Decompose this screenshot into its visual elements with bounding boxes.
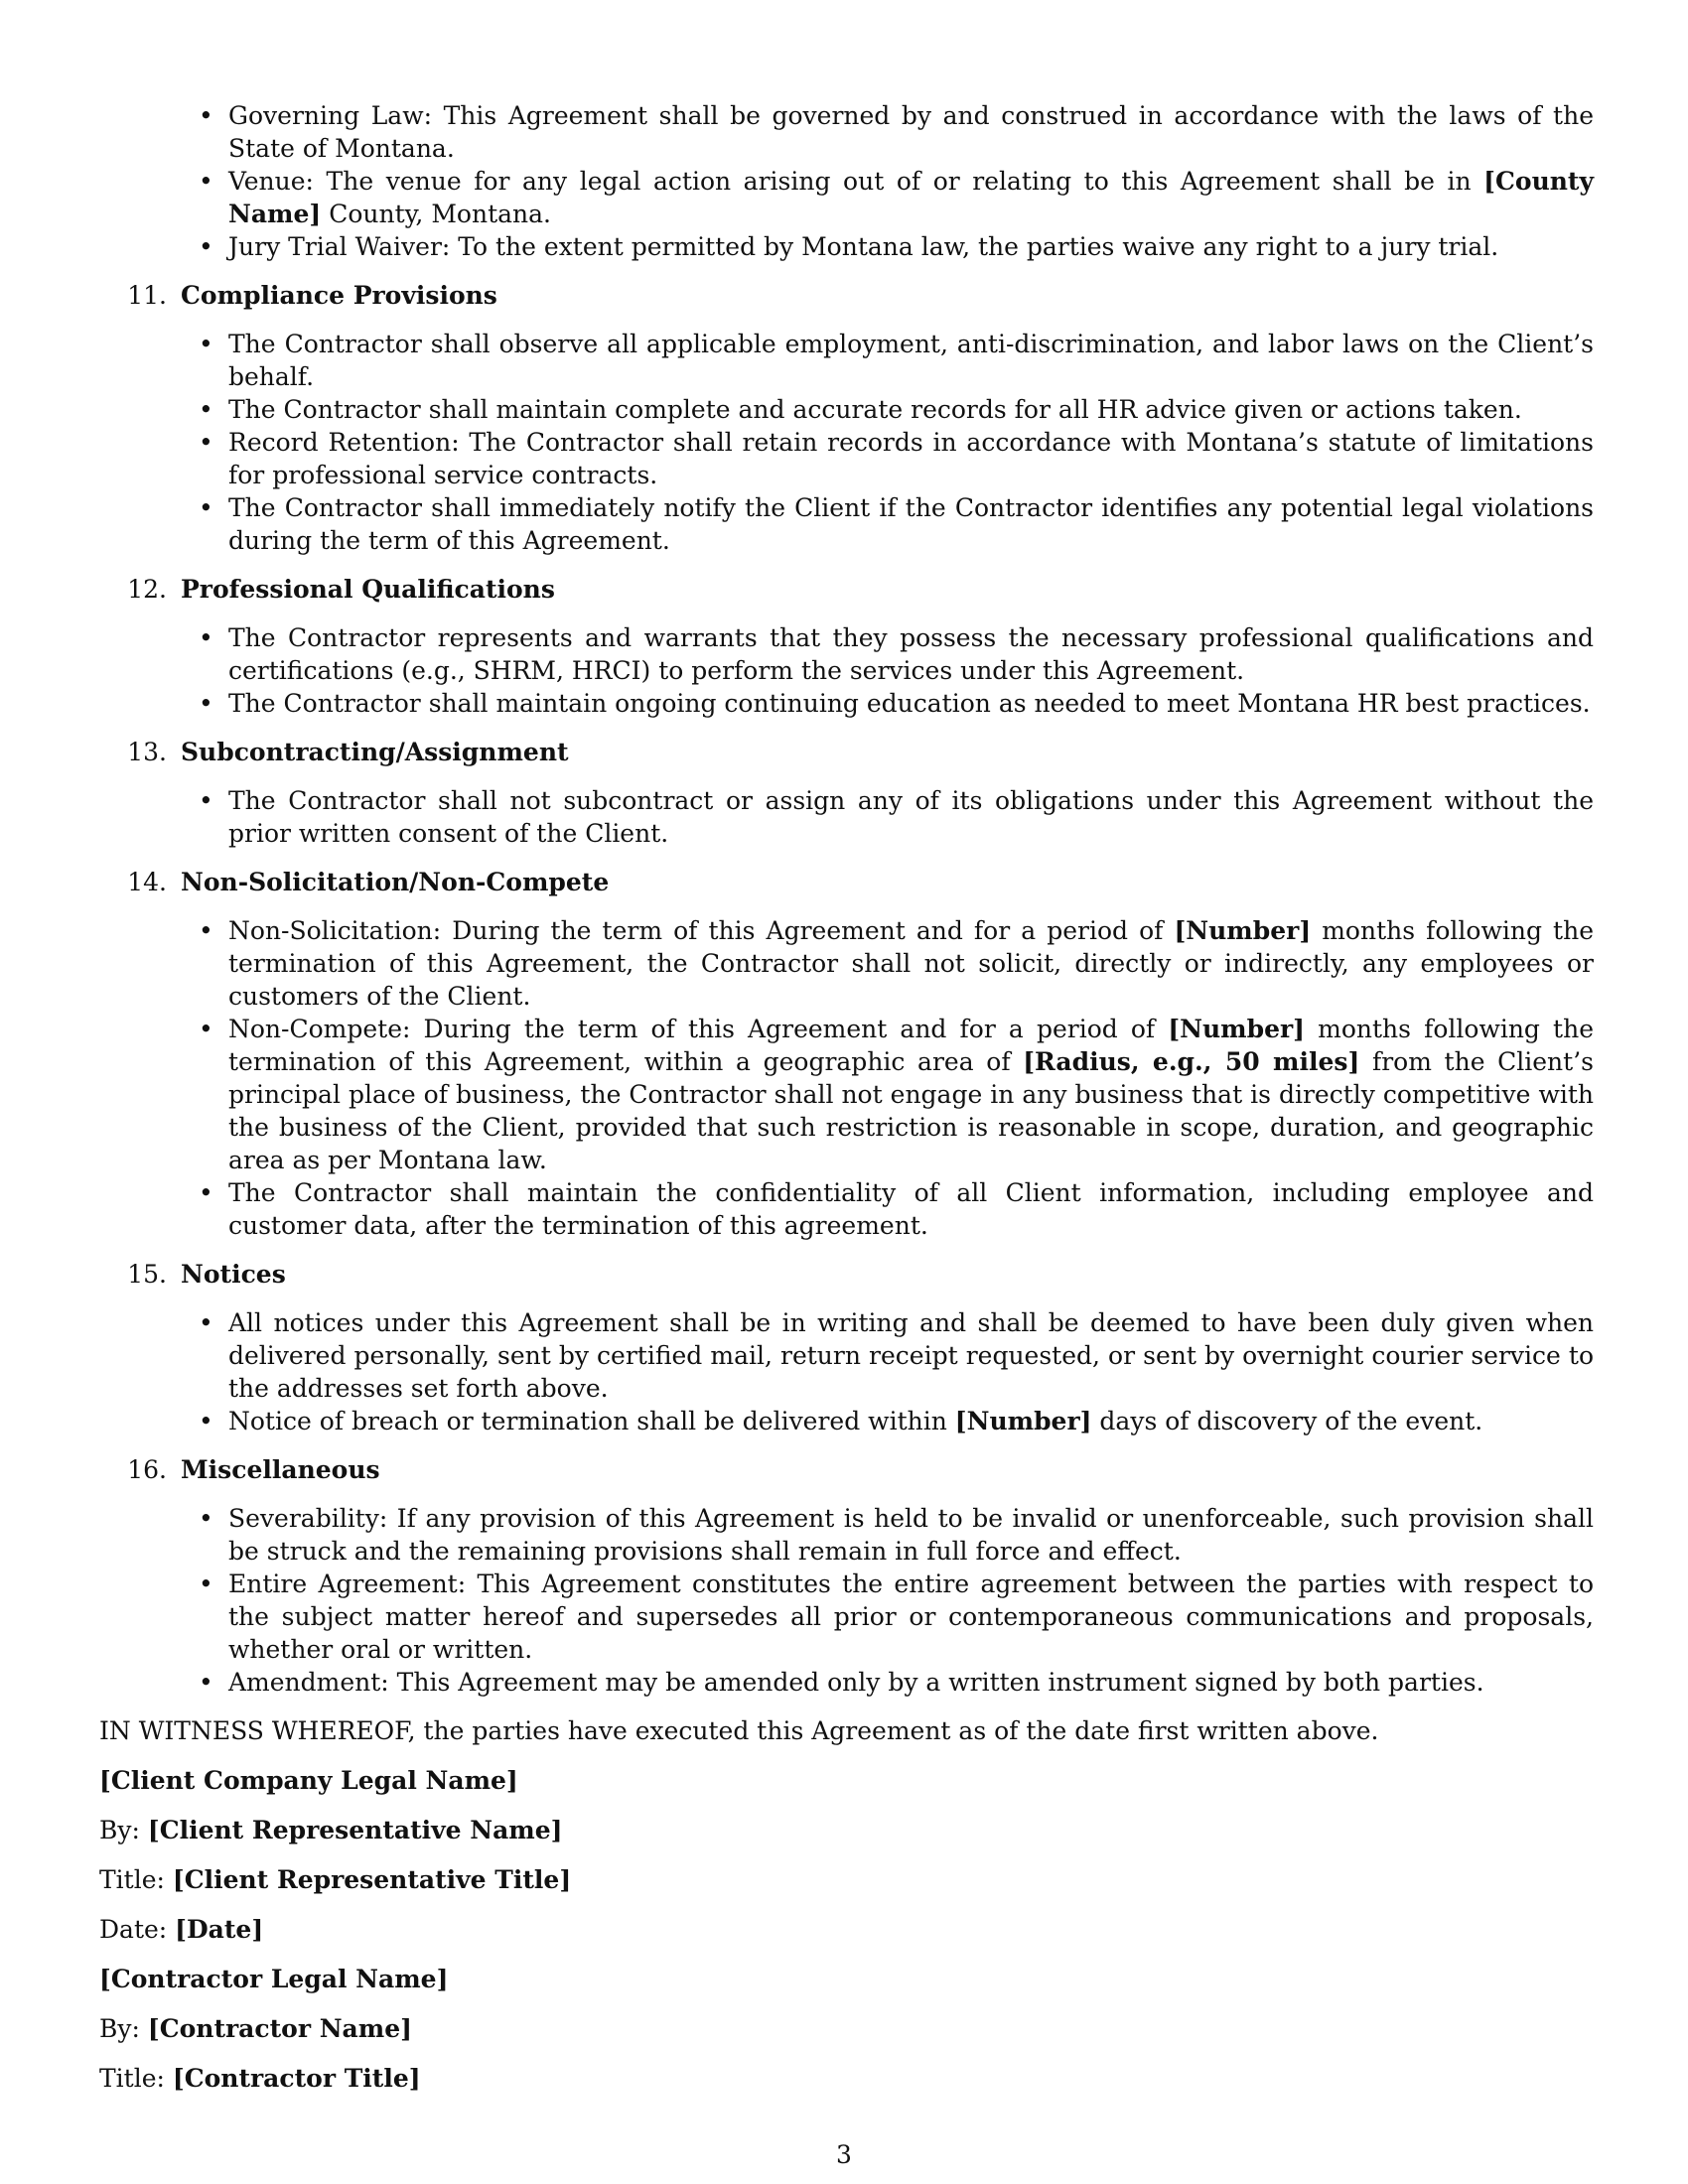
bullet-item [99, 1666, 1594, 1699]
section-number: 12. [127, 575, 167, 604]
bullet-text: County, Montana. [321, 200, 551, 228]
bullet-item [99, 426, 1594, 491]
signature-label: Date: [99, 1915, 176, 1944]
signature-field: [Client Representative Title] [172, 1865, 572, 1894]
bullet-text: Record Retention: The Contractor shall retain records in accordance with Montana’s statute of limitations for professional service contracts. [228, 428, 1594, 489]
section-heading [99, 279, 1594, 312]
section-heading [99, 1258, 1594, 1291]
bullet-text: All notices under this Agreement shall be in writing and shall be deemed to have been duly given when delivered personally, sent by certified mail, return receipt requested, or sent by overnight courier service to the addresses set forth above. [228, 1308, 1594, 1403]
section-title: Notices [181, 1260, 286, 1289]
section-title: Subcontracting/Assignment [181, 738, 569, 766]
bullet-item [99, 687, 1594, 720]
bullet-text: The Contractor shall not subcontract or assign any of its obligations under this Agreement without the prior written consent of the Client. [228, 786, 1594, 848]
signature-line [99, 1814, 1594, 1846]
section-15 [99, 1258, 1594, 1437]
bullet-text: Entire Agreement: This Agreement constitutes the entire agreement between the parties with respect to the subject matter hereof and supersedes all prior or contemporaneous communications and proposals, whether oral or written. [228, 1570, 1594, 1664]
section-bullets [99, 1502, 1594, 1699]
bullet-text: Venue: The venue for any legal action arising out of or relating to this Agreement shall be in [228, 167, 1484, 196]
section-bullets [99, 328, 1594, 557]
bullet-item [99, 621, 1594, 687]
section-title: Compliance Provisions [181, 281, 497, 310]
section-title: Non-Solicitation/Non-Compete [181, 868, 610, 896]
bullet-text: The Contractor represents and warrants that they possess the necessary professional qualifications and certifications (e.g., SHRM, HRCI) to perform the services under this Agreement. [228, 623, 1594, 685]
placeholder-field: [Number] [1174, 916, 1312, 945]
section-bullets [99, 621, 1594, 720]
signature-line [99, 1913, 1594, 1946]
section-number: 13. [127, 738, 167, 766]
signature-label: Title: [99, 1865, 173, 1894]
bullet-text: The Contractor shall maintain ongoing continuing education as needed to meet Montana HR best practices. [228, 689, 1591, 718]
placeholder-field: [Number] [1168, 1015, 1306, 1043]
bullet-item [99, 393, 1594, 426]
bullet-item [99, 491, 1594, 557]
section-11 [99, 279, 1594, 557]
section-bullets [99, 1306, 1594, 1437]
section-number: 14. [127, 868, 167, 896]
bullet-item [99, 1568, 1594, 1666]
section-number: 11. [127, 281, 167, 310]
section-title: Professional Qualifications [181, 575, 555, 604]
bullet-item [99, 784, 1594, 850]
bullet-text: Amendment: This Agreement may be amended only by a written instrument signed by both parties. [228, 1668, 1484, 1697]
sections-list [99, 279, 1594, 1699]
placeholder-field: [Radius, e.g., 50 miles] [1023, 1047, 1360, 1076]
witness-statement: IN WITNESS WHEREOF, the parties have executed this Agreement as of the date first written above. [99, 1716, 1379, 1745]
signature-line [99, 1764, 1594, 1797]
bullet-text: Non-Solicitation: During the term of this Agreement and for a period of [228, 916, 1175, 945]
bullet-text: The Contractor shall observe all applicable employment, anti-discrimination, and labor laws on the Client’s behalf. [228, 330, 1594, 391]
bullet-text: Non-Compete: During the term of this Agreement and for a period of [228, 1015, 1169, 1043]
signature-field: [Contractor Title] [172, 2064, 421, 2093]
section-12 [99, 573, 1594, 720]
section-title: Miscellaneous [181, 1455, 380, 1484]
section-bullets [99, 784, 1594, 850]
bullet-item [99, 1013, 1594, 1176]
bullet-text: The Contractor shall immediately notify the Client if the Contractor identifies any potential legal violations during the term of this Agreement. [228, 493, 1594, 555]
bullet-text: Jury Trial Waiver: To the extent permitted by Montana law, the parties waive any right to a jury trial. [228, 232, 1499, 261]
signature-line [99, 1863, 1594, 1896]
bullet-text: The Contractor shall maintain the confidentiality of all Client information, including employee and customer data, after the termination of this agreement. [228, 1178, 1594, 1240]
bullet-item [99, 1176, 1594, 1242]
bullet-text: Notice of breach or termination shall be delivered within [228, 1407, 955, 1435]
section-heading [99, 1453, 1594, 1486]
section-16 [99, 1453, 1594, 1699]
bullet-item [99, 99, 1594, 165]
section-14 [99, 866, 1594, 1242]
bullet-item [99, 230, 1594, 263]
section-heading [99, 736, 1594, 768]
signature-field: [Client Representative Name] [147, 1816, 563, 1844]
placeholder-field: [Number] [954, 1407, 1092, 1435]
bullet-item [99, 328, 1594, 393]
signature-block [99, 1764, 1594, 2095]
governing-law-bullets [99, 99, 1594, 263]
signature-line [99, 2012, 1594, 2045]
signature-field: [Client Company Legal Name] [99, 1766, 518, 1795]
bullet-text: months following the termination of this Agreement, the Contractor shall not solicit, directly or indirectly, any employees or customers of the Client. [228, 916, 1594, 1011]
bullet-item [99, 1405, 1594, 1437]
bullet-text: The Contractor shall maintain complete and accurate records for all HR advice given or actions taken. [228, 395, 1522, 424]
signature-line [99, 2062, 1594, 2095]
bullet-item [99, 165, 1594, 230]
bullet-text: from the Client’s principal place of business, the Contractor shall not engage in any business that is directly competitive with the business of the Client, provided that such restriction is reasonable in scope, duration, and geographic area as per Montana law. [228, 1047, 1594, 1174]
section-13 [99, 736, 1594, 850]
bullet-item [99, 914, 1594, 1013]
signature-label: By: [99, 2014, 148, 2043]
bullet-text: days of discovery of the event. [1091, 1407, 1483, 1435]
signature-field: [Date] [175, 1915, 264, 1944]
bullet-item [99, 1502, 1594, 1568]
section-bullets [99, 914, 1594, 1242]
signature-label: Title: [99, 2064, 173, 2093]
bullet-item [99, 1306, 1594, 1405]
signature-field: [Contractor Legal Name] [99, 1965, 449, 1993]
page-number: 3 [836, 2140, 852, 2169]
signature-label: By: [99, 1816, 148, 1844]
signature-line [99, 1963, 1594, 1995]
section-number: 15. [127, 1260, 167, 1289]
document-body [99, 99, 1594, 2095]
signature-field: [Contractor Name] [147, 2014, 412, 2043]
section-heading [99, 573, 1594, 606]
section-number: 16. [127, 1455, 167, 1484]
section-heading [99, 866, 1594, 898]
bullet-text: Severability: If any provision of this Agreement is held to be invalid or unenforceable, such provision shall be struck and the remaining provisions shall remain in full force and effect. [228, 1504, 1594, 1566]
bullet-text: Governing Law: This Agreement shall be governed by and construed in accordance with the laws of the State of Montana. [228, 101, 1594, 163]
bullet-text: months following the termination of this Agreement, within a geographic area of [228, 1015, 1595, 1076]
placeholder-field: [County Name] [228, 167, 1594, 228]
